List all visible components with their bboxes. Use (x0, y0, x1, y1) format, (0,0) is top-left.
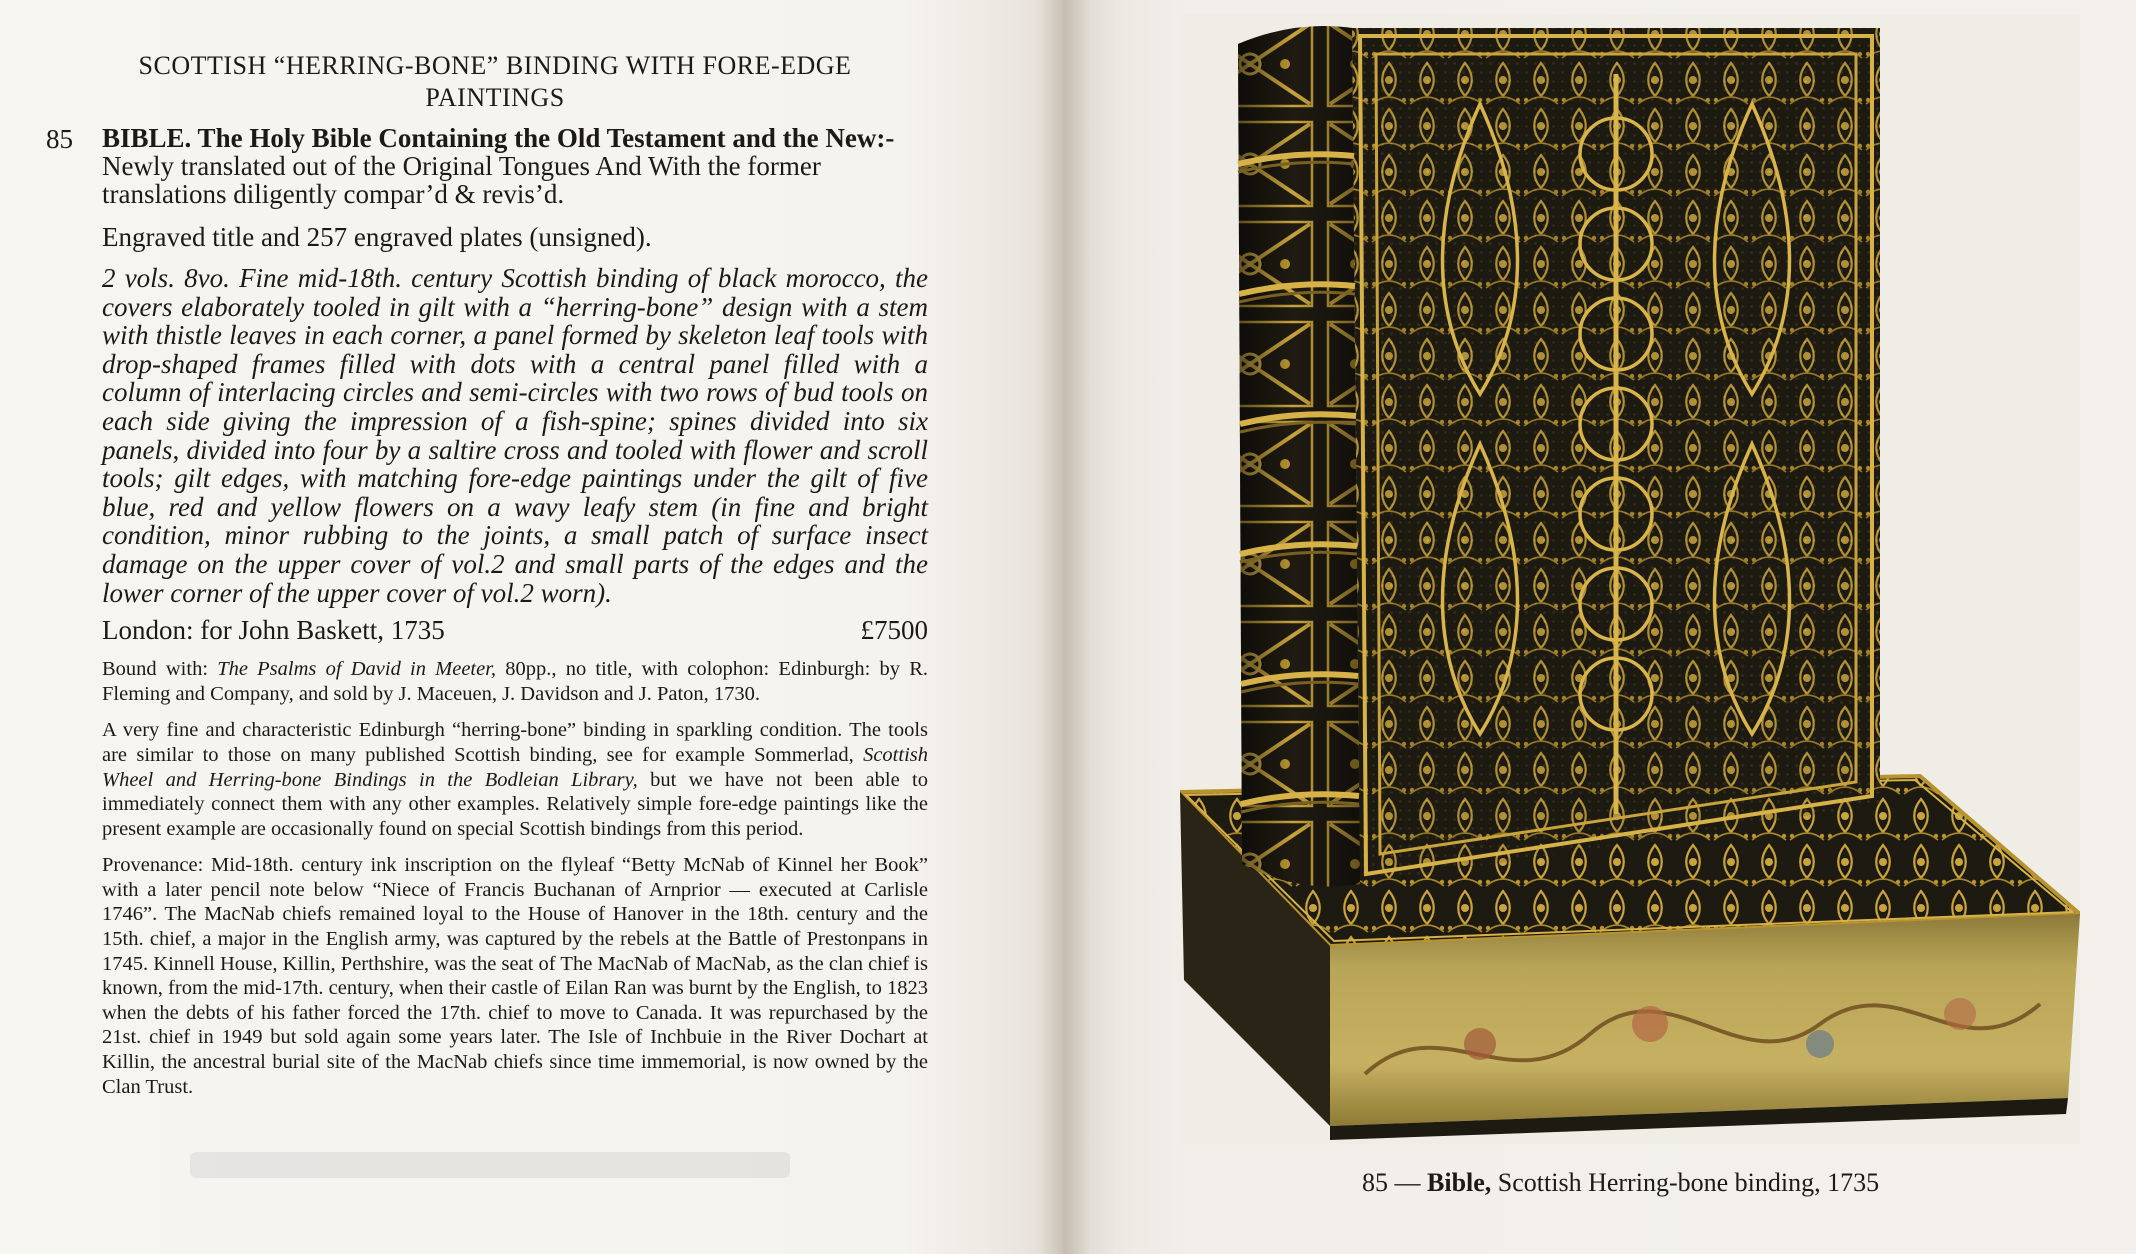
entry-body (102, 123, 929, 1099)
bound-with-note (102, 657, 928, 706)
book-photograph (1180, 14, 2080, 1144)
upright-volume (1238, 26, 1880, 887)
engraved-note: Engraved title and 257 engraved plates (unsigned). (102, 222, 652, 252)
binding-note-a: A very fine and characteristic Edinburgh “herring-bone” binding in sparkling condition. The tools are similar to those on many published Scottish binding, see for example Sommerlad, (102, 719, 928, 766)
caption-lot: 85 — (1362, 1168, 1421, 1197)
lot-number: 85 (46, 124, 73, 154)
bound-with-rest: 80pp., no title, with colophon: Edinburgh: by R. Fleming and Company, and sold by J. Maceuen, J. Davidson and J. Paton, 1730. (102, 658, 928, 705)
price: £7500 (860, 615, 928, 646)
section-heading: SCOTTISH “HERRING-BONE” BINDING WITH FORE-EDGE PAINTINGS (138, 51, 852, 112)
binding-note-b: but we have not been able to immediately connect them with any other examples. Relatively simple fore-edge paintings like the present example are occasionally found on special Scottish bindings from this period. (102, 768, 929, 840)
imprint: London: for John Baskett, 1735 (102, 615, 445, 646)
binding-note (102, 718, 928, 841)
photo-caption (1362, 1168, 1879, 1198)
show-through-shadow (190, 1152, 790, 1178)
bound-with-label: Bound with: (102, 658, 209, 681)
caption-text: Scottish Herring-bone binding, 1735 (1497, 1168, 1880, 1197)
book-gutter (1040, 0, 1090, 1254)
binding-note-reference: Scottish Wheel and Herring-bone Bindings in the Bodleian Library, (102, 743, 928, 791)
imprint-line (102, 615, 928, 645)
entry-title-bold: BIBLE. The Holy Bible Containing the Old Testament and the New:- (102, 123, 895, 153)
entry-title-rest: Newly translated out of the Original Tongues And With the former translations diligently compar’d & revis’d. (102, 151, 821, 209)
caption-title: Bible, (1427, 1168, 1492, 1197)
bound-volumes-illustration (1180, 14, 2080, 1144)
provenance-note: Provenance: Mid-18th. century ink inscription on the flyleaf “Betty McNab of Kinnel her Book” with a later pencil note below “Niece of Francis Buchanan of Arnprior — executed at Carlisle 1746”. The MacNab chiefs remained loyal to the House of Hanover in the 18th. century and the 15th. chief, a major in the English army, was captured by the rebels at the Battle of Prestonpans in 1745. Kinnell House, Killin, Perthshire, was the seat of The MacNab of MacNab, as the clan chief is known, from the mid-17th. century, when their castle of Eilan Ran was burnt by the English, to 1823 when the debts of his father forced the 17th. chief to move to Canada. It was repurchased by the 21st. chief in 1949 but sold again some years later. The Isle of Inchbuie in the River Dochart at Killin, the ancestral burial site of the MacNab chiefs since time immemorial, is now owned by the Clan Trust. (102, 854, 928, 1098)
binding-description: 2 vols. 8vo. Fine mid-18th. century Scottish binding of black morocco, the covers elaborately tooled in gilt with a “herring-bone” design with a stem with thistle leaves in each corner, a panel formed by skeleton leaf tools with drop-shaped frames filled with dots with a central panel filled with a column of interlacing circles and semi-circles with two rows of bud tools on each side giving the impression of a fish-spine; spines divided into six panels, divided into four by a saltire cross and tooled with flower and scroll tools; gilt edges, with matching fore-edge paintings under the gilt of five blue, red and yellow flowers on a wavy leafy stem (in fine and bright condition, minor rubbing to the joints, a small patch of surface insect damage on the upper cover of vol.2 and small parts of the edges and the lower corner of the upper cover of vol.2 worn). (102, 263, 928, 608)
bound-with-title: The Psalms of David in Meeter, (217, 658, 497, 681)
entry-title (102, 124, 926, 208)
